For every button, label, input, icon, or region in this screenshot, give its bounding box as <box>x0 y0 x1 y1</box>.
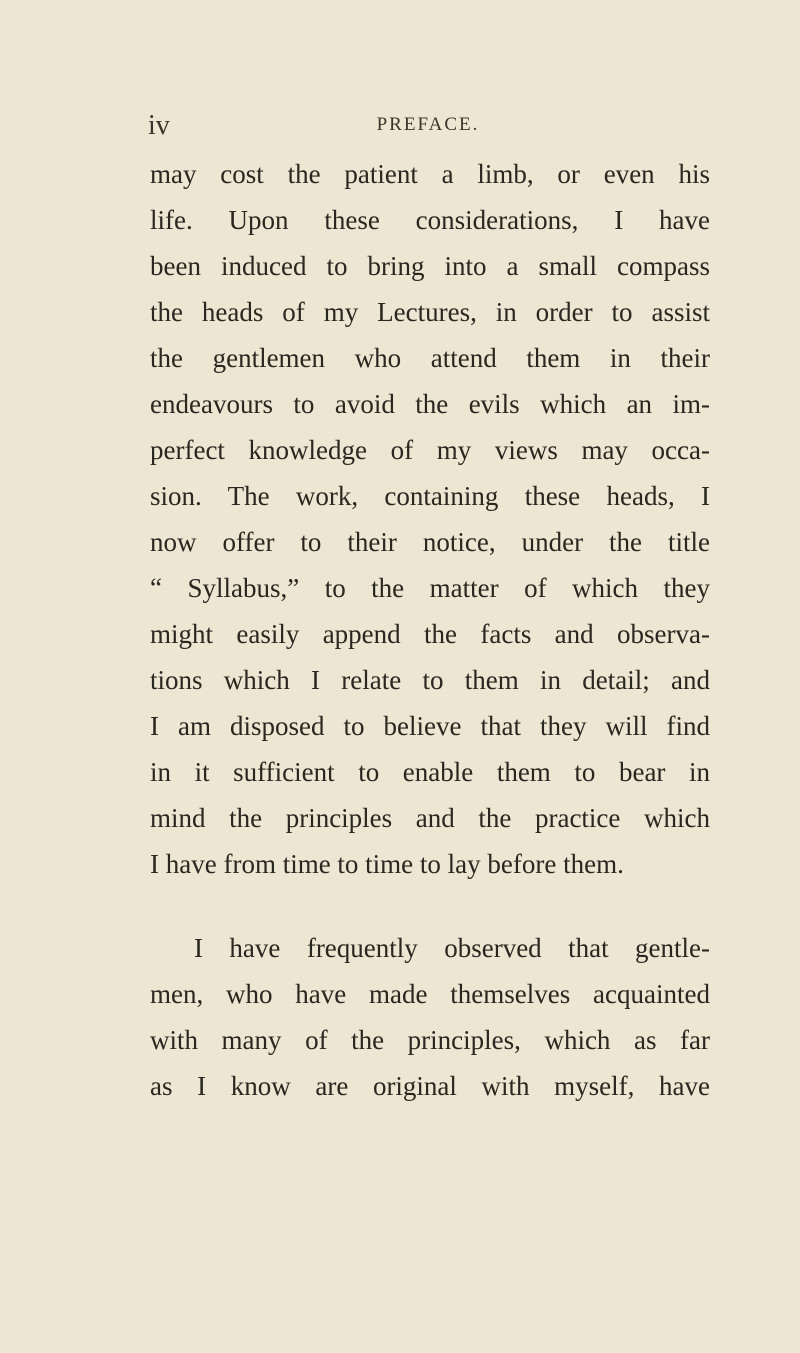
running-title: PREFACE. <box>376 114 480 135</box>
text-line: the heads of my Lectures, in order to assist <box>150 297 710 327</box>
text-line: I have from time to time to lay before them. <box>150 849 624 879</box>
text-line: with many of the principles, which as far <box>150 1025 710 1055</box>
text-line: mind the principles and the practice which <box>150 803 710 833</box>
text-line: endeavours to avoid the evils which an im- <box>150 389 710 419</box>
text-line: been induced to bring into a small compass <box>150 251 710 281</box>
text-line: might easily append the facts and observa- <box>150 619 710 649</box>
text-line: I have frequently observed that gentle- <box>194 933 710 963</box>
text-line: the gentlemen who attend them in their <box>150 343 710 373</box>
body-text <box>150 151 710 1109</box>
page-number: iv <box>148 110 170 141</box>
text-line: may cost the patient a limb, or even his <box>150 159 710 189</box>
running-head <box>148 110 708 140</box>
text-line: sion. The work, containing these heads, I <box>150 481 710 511</box>
text-line: life. Upon these considerations, I have <box>150 205 710 235</box>
text-line: tions which I relate to them in detail; and <box>150 665 710 695</box>
text-line: perfect knowledge of my views may occa- <box>150 435 710 465</box>
paragraph-gap <box>150 887 710 925</box>
text-line: in it sufficient to enable them to bear in <box>150 757 710 787</box>
text-line: men, who have made themselves acquainted <box>150 979 710 1009</box>
text-line: “ Syllabus,” to the matter of which they <box>150 573 710 603</box>
paragraph-1 <box>150 151 710 887</box>
text-line: now offer to their notice, under the title <box>150 527 710 557</box>
paragraph-2 <box>150 925 710 1109</box>
text-line: as I know are original with myself, have <box>150 1071 710 1101</box>
text-line: I am disposed to believe that they will find <box>150 711 710 741</box>
